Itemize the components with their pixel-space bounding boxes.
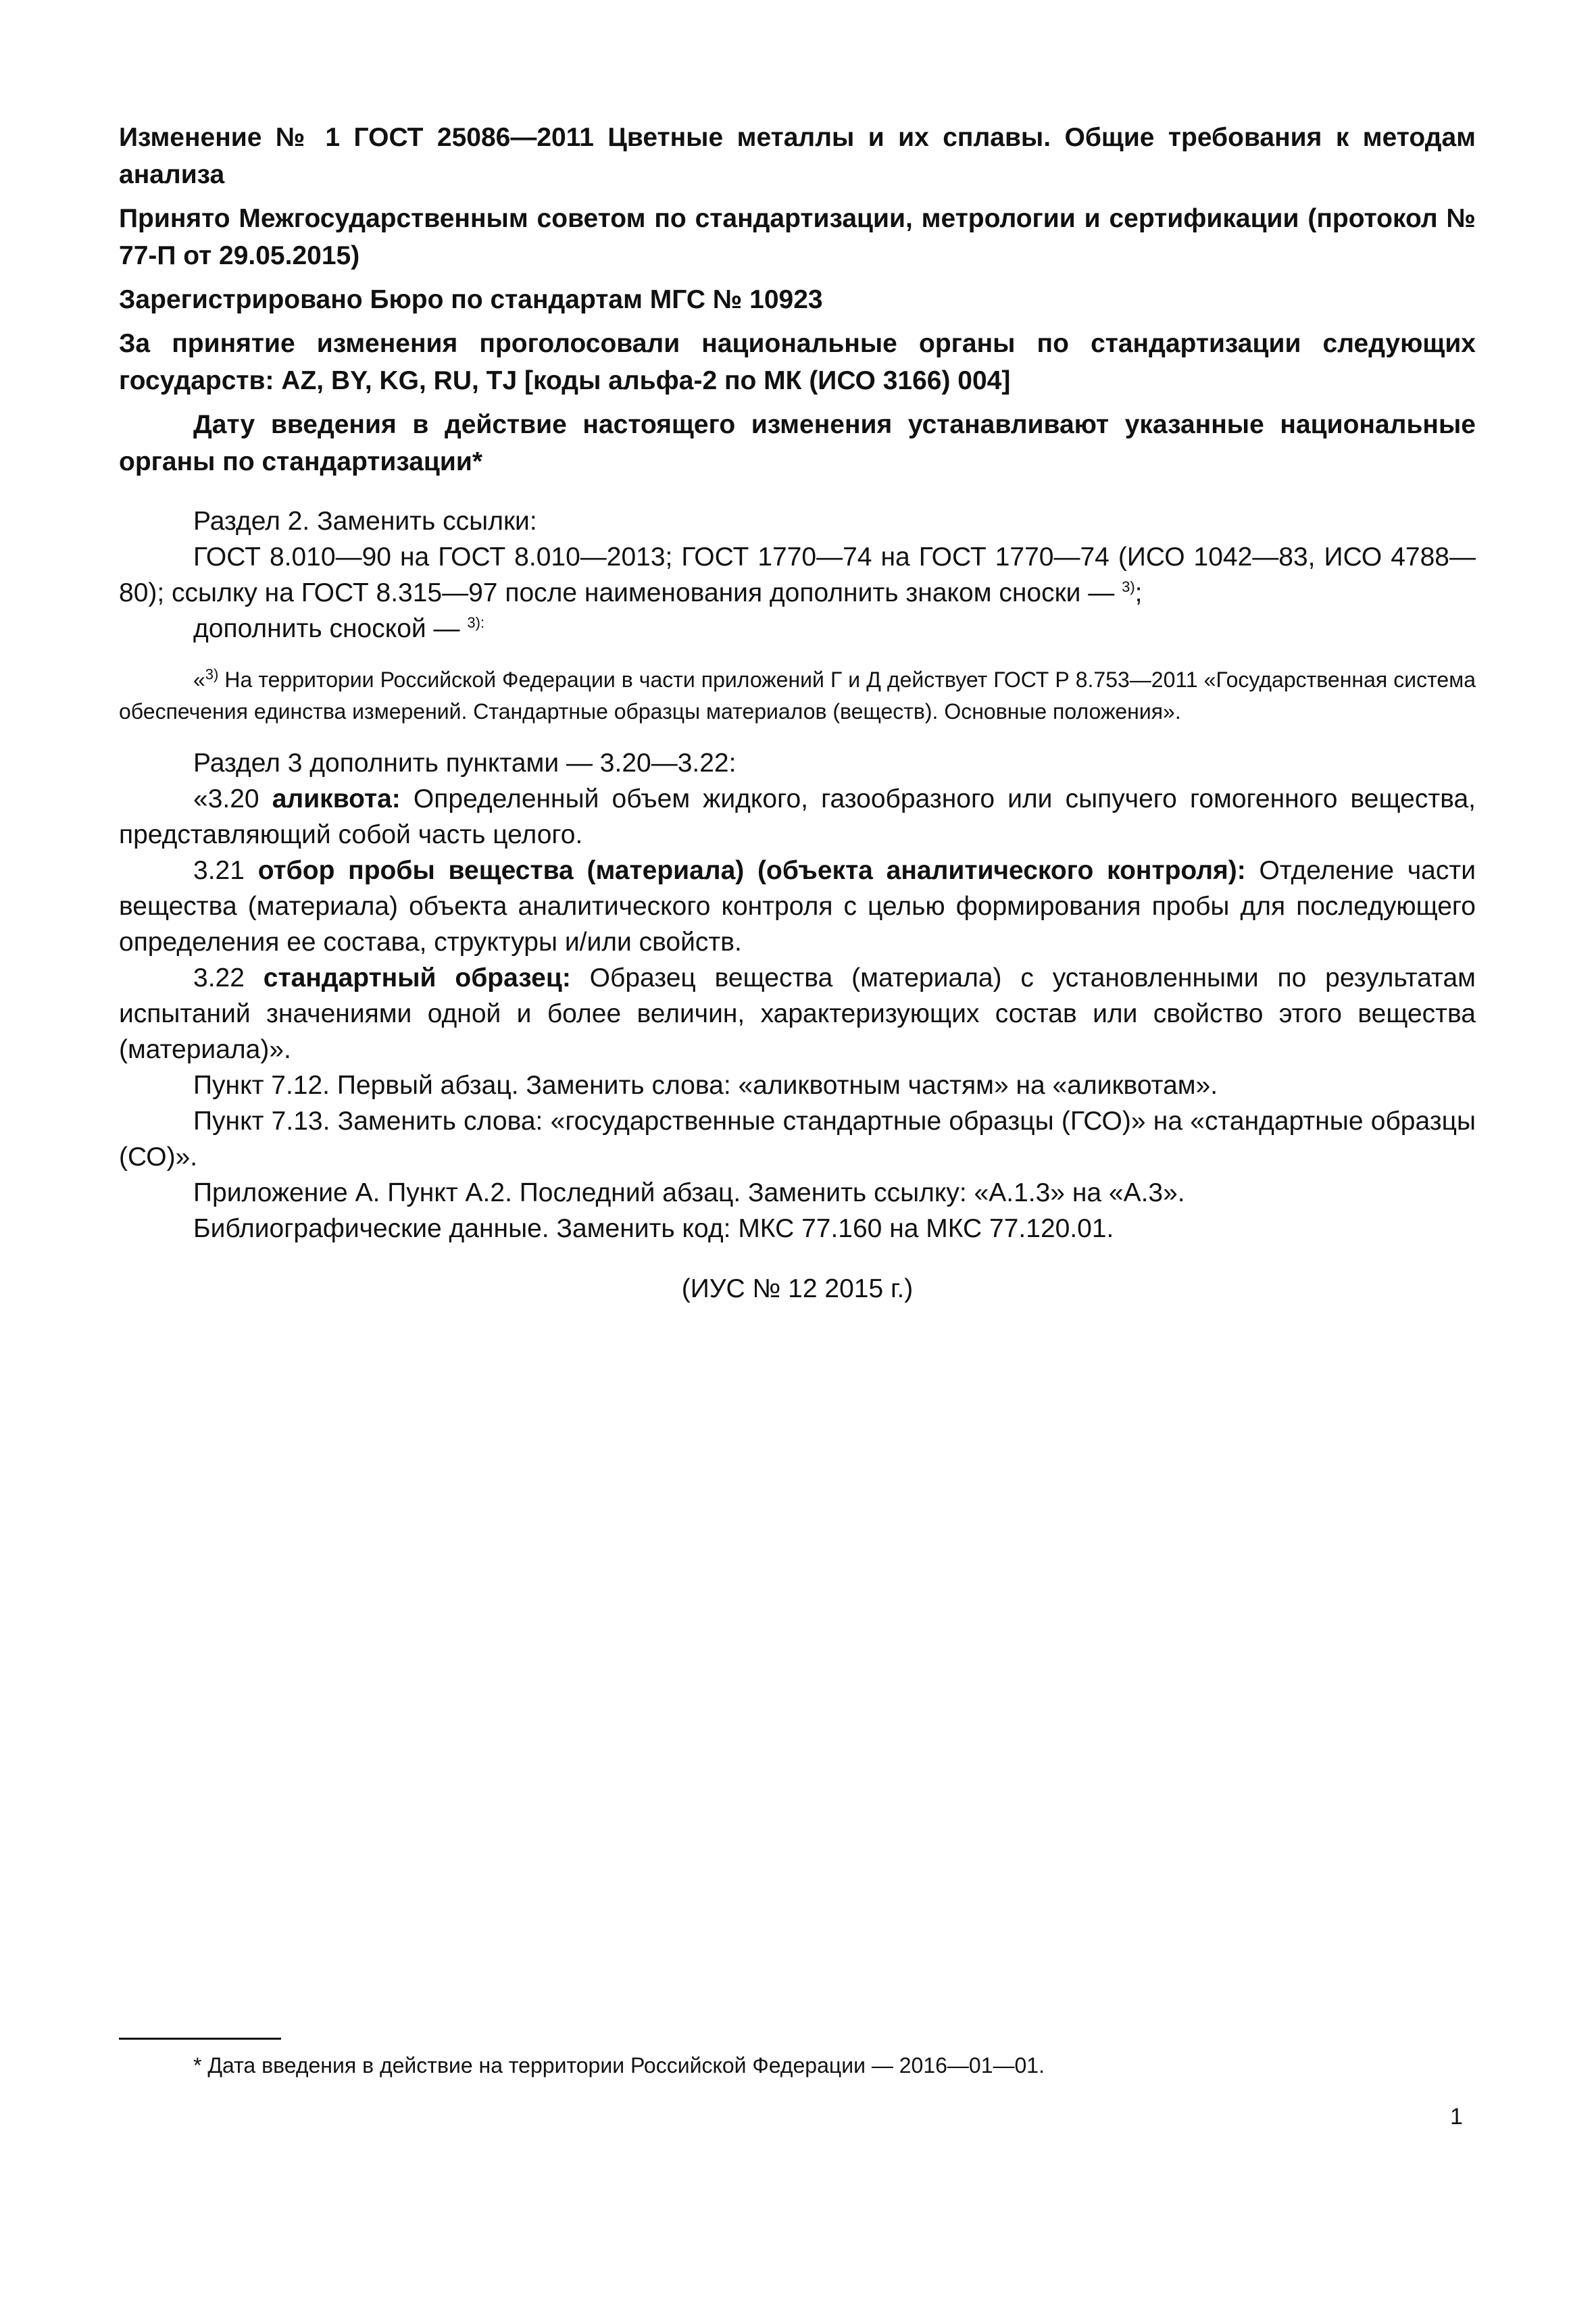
term-name: стандартный образец: bbox=[263, 963, 571, 992]
section2-replacements bbox=[119, 539, 1476, 611]
voting-statement: За принятие изменения проголосовали национальные органы по стандартизации следующих государств: AZ, BY, KG, RU, TJ [коды альфа-2 по МК (ИСО 3166) 004] bbox=[119, 329, 1476, 395]
document-body bbox=[119, 119, 1476, 1333]
page-number: 1 bbox=[1450, 2104, 1463, 2130]
inserted-footnote-quote: « bbox=[193, 668, 205, 692]
section2-replacements-text: ГОСТ 8.010—90 на ГОСТ 8.010—2013; ГОСТ 1770—74 на ГОСТ 1770—74 (ИСО 1042—83, ИСО 4788—80); ссылку на ГОСТ 8.315—97 после наименования дополнить знаком сноски — bbox=[119, 543, 1476, 607]
section2-add-footnote-text: дополнить сноской — bbox=[193, 614, 460, 643]
term-definition: Определенный объем жидкого, газообразного или сыпучего гомогенного вещества, представляющий собой часть целого. bbox=[119, 784, 1476, 849]
registration-statement: Зарегистрировано Бюро по стандартам МГС № 10923 bbox=[119, 285, 823, 314]
footnote-mark: 3) bbox=[205, 665, 219, 683]
inserted-footnote-text: На территории Российской Федерации в части приложений Г и Д действует ГОСТ Р 8.753—2011 «Государственная система обеспечения единства измерений. Стандартные образцы материалов (веществ). Основные положения». bbox=[119, 668, 1476, 724]
footnote-mark: 3) bbox=[1122, 578, 1135, 595]
change-item: Пункт 7.13. Заменить слова: «государственные стандартные образцы (ГСО)» на «стандартные образцы (СО)». bbox=[119, 1107, 1476, 1172]
adopted-statement: Принято Межгосударственным советом по стандартизации, метрологии и сертификации (протокол № 77-П от 29.05.2015) bbox=[119, 204, 1476, 270]
footnote-mark: 3): bbox=[467, 614, 485, 631]
inserted-footnote bbox=[119, 664, 1476, 728]
change-item: Приложение А. Пункт А.2. Последний абзац. Заменить ссылку: «А.1.3» на «А.3». bbox=[193, 1178, 1185, 1207]
footnote-divider bbox=[119, 2038, 281, 2040]
term-definition: Отделение части вещества (материала) объекта аналитического контроля с целью формирования пробы для последующего определения ее состава, структуры и/или свойств. bbox=[119, 856, 1476, 957]
term-name: аликвота: bbox=[272, 784, 401, 813]
term-3-22 bbox=[119, 960, 1476, 1067]
term-3-20 bbox=[119, 781, 1476, 853]
section2-heading: Раздел 2. Заменить ссылки: bbox=[193, 507, 537, 536]
intro-date-statement: Дату введения в действие настоящего изменения устанавливают указанные национальные органы по стандартизации* bbox=[119, 410, 1476, 476]
term-3-21 bbox=[119, 853, 1476, 960]
amendment-title: Изменение № 1 ГОСТ 25086—2011 Цветные металлы и их сплавы. Общие требования к методам анализа bbox=[119, 123, 1476, 189]
term-number: 3.21 bbox=[193, 856, 258, 885]
section3-heading: Раздел 3 дополнить пунктами — 3.20—3.22: bbox=[193, 749, 737, 778]
change-item: Пункт 7.12. Первый абзац. Заменить слова: «аликвотным частям» на «аликвотам». bbox=[193, 1071, 1218, 1100]
section2-replacements-end: ; bbox=[1134, 578, 1143, 607]
term-name: отбор пробы вещества (материала) (объекта аналитического контроля): bbox=[257, 856, 1246, 885]
change-item: Библиографические данные. Заменить код: МКС 77.160 на МКС 77.120.01. bbox=[193, 1214, 1114, 1243]
term-definition: Образец вещества (материала) с установленными по результатам испытаний значениями одной и более величин, характеризующих состав или свойство этого вещества (материала)». bbox=[119, 963, 1476, 1064]
term-number: «3.20 bbox=[193, 784, 272, 813]
ius-reference: (ИУС № 12 2015 г.) bbox=[681, 1274, 914, 1303]
term-number: 3.22 bbox=[193, 963, 264, 992]
page-footnote: * Дата введения в действие на территории Российской Федерации — 2016—01—01. bbox=[193, 2053, 1045, 2078]
section2-add-footnote bbox=[119, 611, 1476, 647]
